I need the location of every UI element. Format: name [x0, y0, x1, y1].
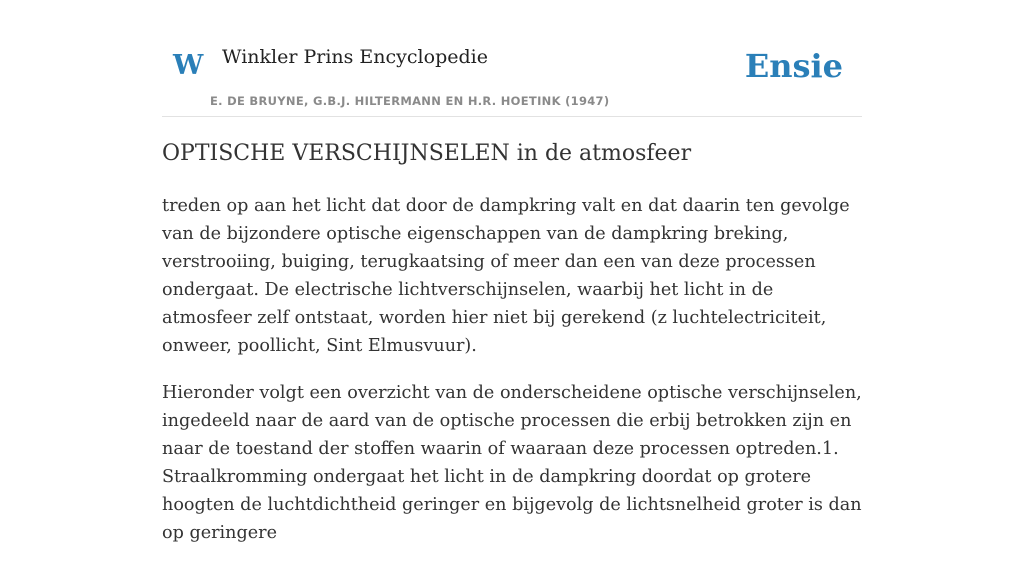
publication-authors: E. DE BRUYNE, G.B.J. HILTERMANN EN H.R. HOETINK (1947)	[210, 94, 610, 108]
publication-logo[interactable]: W	[173, 50, 204, 81]
page-container	[162, 0, 862, 543]
article-body	[162, 192, 862, 566]
publication-title[interactable]: Winkler Prins Encyclopedie	[222, 46, 488, 68]
article-paragraph: Hieronder volgt een overzicht van de onderscheidene optische verschijnselen, ingedeeld naar de aard van de optische processen die erbij betrokken zijn en naar de toestand der stoffen waarin of waaraan deze processen optreden.1. Straalkromming ondergaat het licht in de dampkring doordat op grotere hoogten de luchtdichtheid geringer en bijgevolg de lichtsnelheid groter is dan op geringere	[162, 383, 862, 543]
publication-header	[162, 0, 862, 117]
article-paragraph: treden op aan het licht dat door de dampkring valt en dat daarin ten gevolge van de bijzondere optische eigenschappen van de dampkring breking, verstrooiing, buiging, terugkaatsing of meer dan een van deze processen ondergaat. De electrische lichtverschijnselen, waarbij het licht in de atmosfeer zelf ontstaat, worden hier niet bij gerekend (z luchtelectriciteit, onweer, poollicht, Sint Elmusvuur).	[162, 196, 850, 356]
ensie-brand-logo[interactable]: Ensie	[744, 47, 843, 85]
article-title: OPTISCHE VERSCHIJNSELEN in de atmosfeer	[162, 141, 692, 166]
